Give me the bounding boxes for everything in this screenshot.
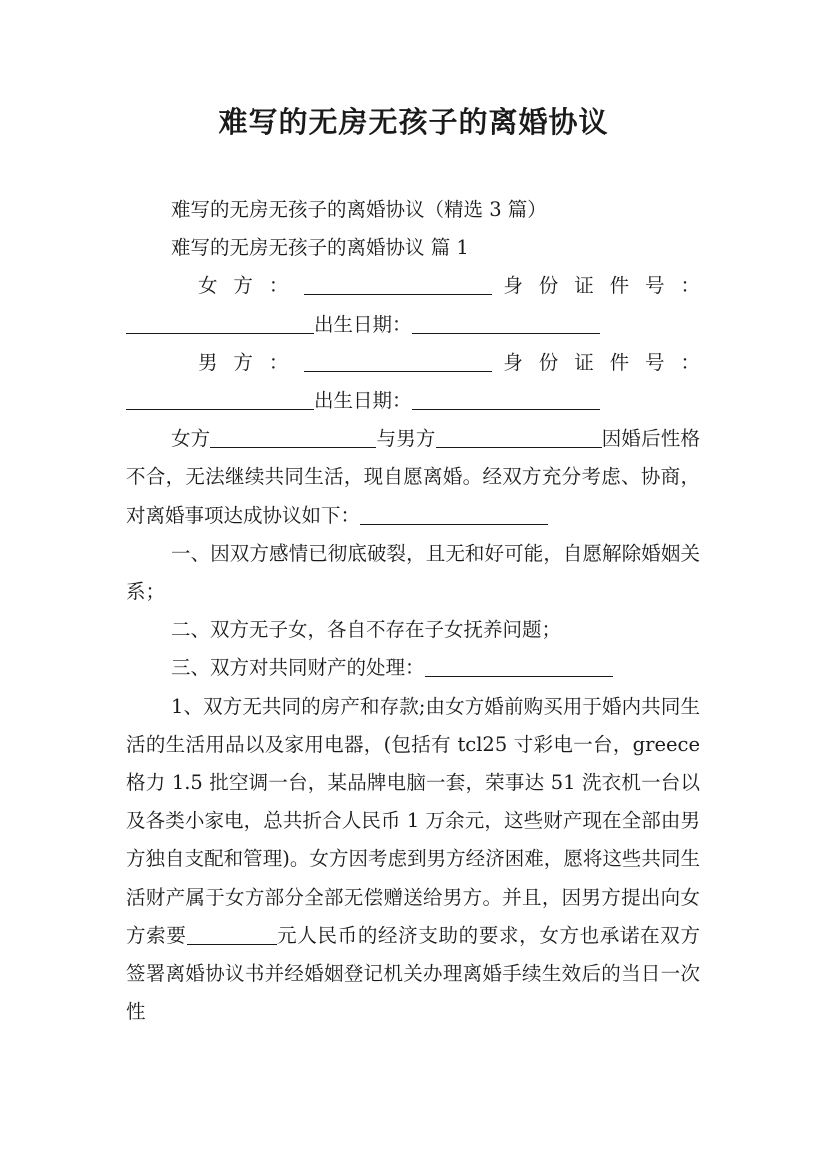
female-info-line [126, 267, 700, 305]
female-birth-label: 出生日期： [314, 312, 412, 336]
male-label: 男 方 ： [198, 350, 294, 374]
female-id-blank [126, 311, 314, 334]
male-birth-blank [412, 387, 600, 410]
subtitle: 难写的无房无孩子的离婚协议（精选 3 篇） [171, 198, 547, 221]
clause-3 [126, 649, 700, 687]
document-body [126, 191, 700, 1031]
female-name-blank-2 [210, 425, 376, 448]
female-name-blank [304, 272, 492, 295]
document-title: 难写的无房无孩子的离婚协议 [218, 105, 609, 139]
clause-3-label: 三、双方对共同财产的处理： [171, 656, 425, 680]
female-label: 女 方 ： [198, 274, 294, 298]
female-birth-line [126, 306, 700, 344]
male-birth-label: 出生日期： [314, 389, 412, 413]
amount-blank [187, 922, 277, 945]
section-title: 难写的无房无孩子的离婚协议 篇 1 [171, 236, 469, 260]
intro-part-3: 因婚后性格不合，无法继续共同生活，现自愿离婚。经双方充分考虑、协商，对离婚事项达成协议如下： [126, 427, 700, 527]
clause-3-1-text-b: 元人民币的经济支助的要求，女方也承诺在双方签署离婚协议书并经婚姻登记机关办理离婚手续生效后的当日一次性 [126, 923, 700, 1024]
male-info-line [126, 344, 700, 382]
clause-3-1-text-a: 1、双方无共同的房产和存款;由女方婚前购买用于婚内共同生活的生活用品以及家用电器，(包括有 tcl25 寸彩电一台，greece 格力 1.5 批空调一台，某品牌电脑一套，荣事达 51 洗衣机一台以及各类小家电，总共折合人民币 1 万余元，这些财产现在全部由男方独自支配和管理)。女方因考虑到男方经济困难，愿将这些共同生活财产属于女方部分全部无偿赠送给男方。并且，因男方提出向女方索要 [126, 694, 700, 947]
male-id-label: 身 份 证 件 号 ： [503, 350, 700, 374]
clause-3-1 [126, 688, 700, 1032]
clause-2: 二、双方无子女，各自不存在子女抚养问题； [171, 618, 562, 642]
intro-part-1: 女方 [171, 427, 211, 451]
male-name-blank [304, 349, 492, 372]
female-birth-blank [412, 311, 600, 334]
intro-paragraph [126, 420, 700, 535]
clause-1: 一、因双方感情已彻底破裂，且无和好可能，自愿解除婚姻关系； [126, 541, 700, 604]
intro-part-2: 与男方 [376, 427, 436, 451]
male-birth-line [126, 382, 700, 420]
female-id-label: 身 份 证 件 号 ： [503, 274, 700, 298]
property-blank [425, 654, 613, 677]
agreement-blank [360, 502, 548, 525]
male-id-blank [126, 387, 314, 410]
male-name-blank-2 [436, 425, 602, 448]
